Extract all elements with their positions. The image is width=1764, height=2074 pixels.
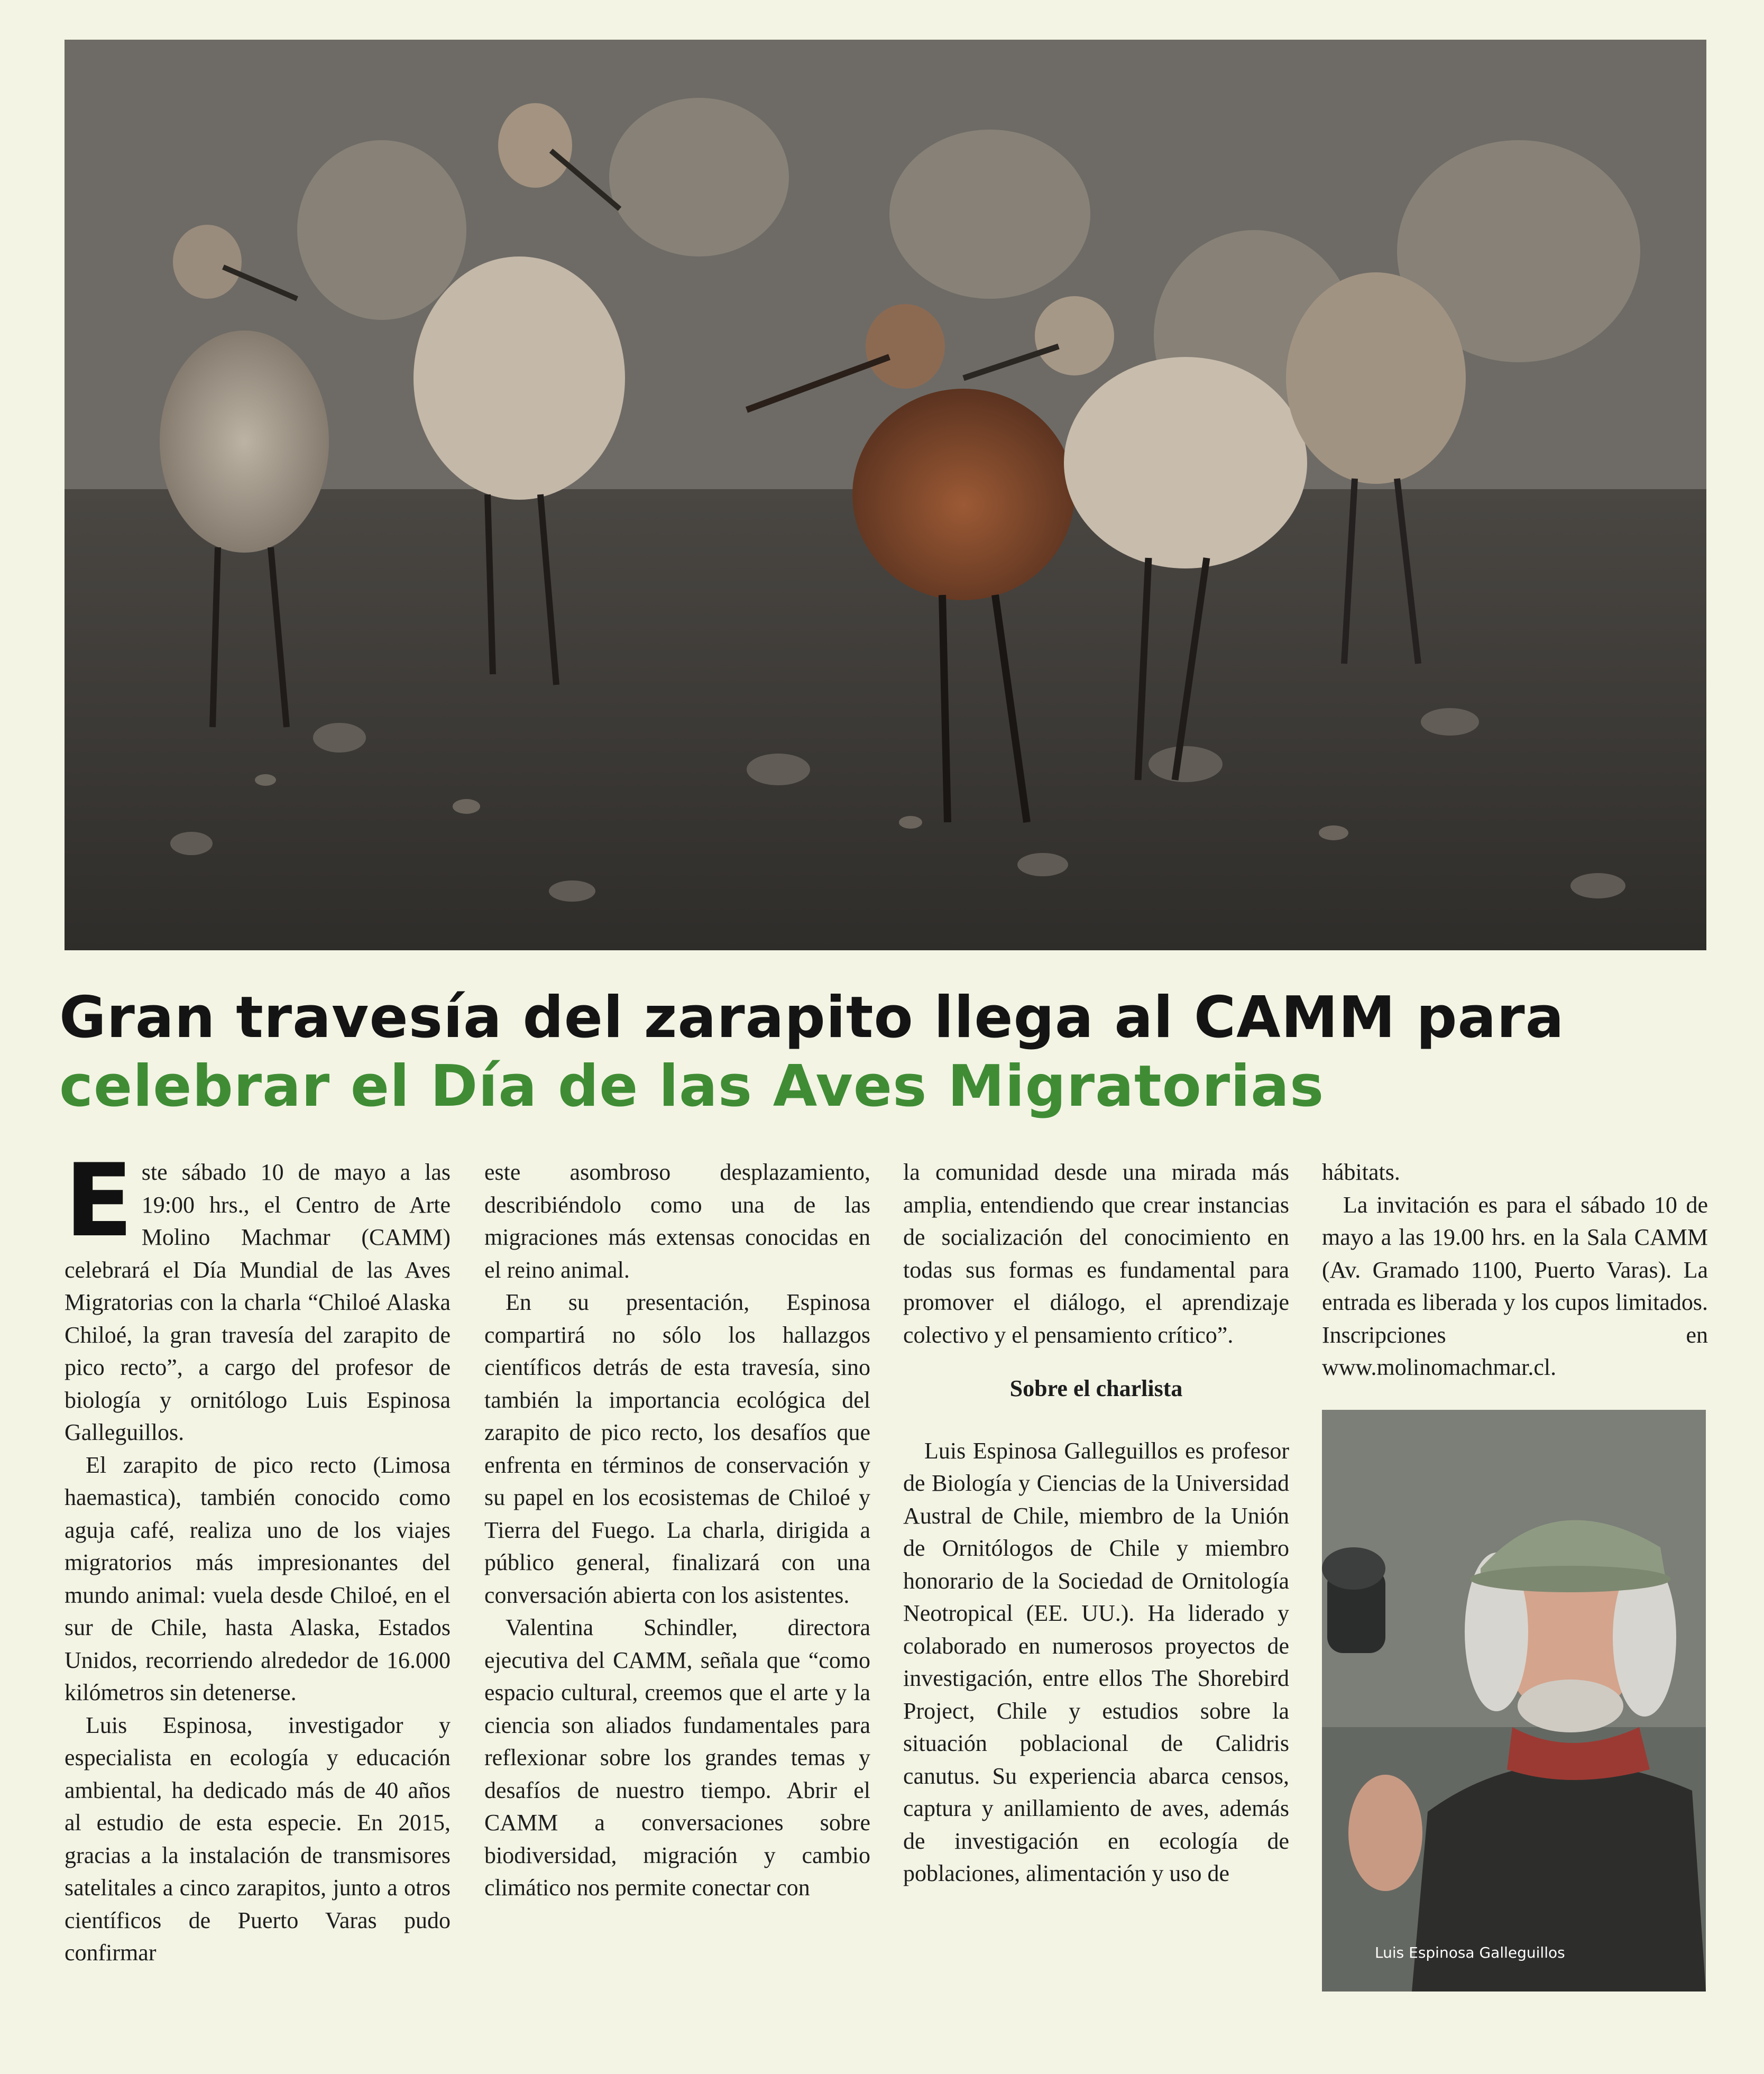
article-paragraph-6: Valentina Schindler, directora ejecutiva del CAMM, señala que “como espacio cultural, creemos que el arte y la ciencia son aliados fundamentales para reflexionar sobre los grandes temas y desafíos de nuestro tiempo. Abrir el CAMM a conversaciones sobre biodiversidad, migración y cambio climático nos permite conectar con [484,1614,870,1901]
article-paragraph-7: la comunidad desde una mirada más amplia, entendiendo que crear instancias de socialización del conocimiento en todas sus formas es fundamental para promover el diálogo, el aprendizaje colectivo y el pensamiento crítico”. [903,1159,1289,1348]
article-paragraph-9: hábitats. [1322,1159,1400,1185]
article-paragraph-4: este asombroso desplazamiento, describiéndolo como una de las migraciones más extensas conocidas en el reino animal. [484,1159,870,1283]
article-paragraph-2: El zarapito de pico recto (Limosa haemastica), también conocido como aguja café, realiza uno de los viajes migratorios más impresionantes del mundo animal: vuela desde Chiloé, en el sur de Chile, hasta Alaska, Estados Unidos, recorriendo alrededor de 16.000 kilómetros sin detenerse. [65,1452,451,1705]
article-column-3 [903,1156,1289,1890]
drop-cap: E [65,1142,133,1259]
article-column-4 [1322,1156,1708,1384]
article-paragraph-3: Luis Espinosa, investigador y especialista en ecología y educación ambiental, ha dedicado más de 40 años al estudio de esta especie. En 2015, gracias a la instalación de transmisores satelitales a cinco zarapitos, junto a otros científicos de Puerto Varas pudo confirmar [65,1712,451,1966]
article-paragraph-5: En su presentación, Espinosa compartirá no sólo los hallazgos científicos detrás de esta travesía, sino también la importancia ecológica del zarapito de pico recto, los desafíos que enfrenta en términos de conservación y su papel en los ecosistemas de Chiloé y Tierra del Fuego. La charla, dirigida a público general, finalizará con una conversación abierta con los asistentes. [484,1289,870,1608]
portrait-caption: Luis Espinosa Galleguillos [1375,1944,1565,1961]
article-paragraph-10: La invitación es para el sábado 10 de mayo a las 19.00 hrs. en la Sala CAMM (Av. Gramado 1100, Puerto Varas). La entrada es liberada y los cupos limitados. Inscripciones en www.molinomachmar.cl. [1322,1191,1708,1380]
article-column-1 [65,1142,451,1969]
paragraph-1-text: ste sábado 10 de mayo a las 19:00 hrs., el Centro de Arte Molino Machmar (CAMM) celebrará el Día Mundial de las Aves Migratorias con la charla “Chiloé Alaska Chiloé, la gran travesía del zarapito de pico recto”, a cargo del profesor de biología y ornitólogo Luis Espinosa Galleguillos. [65,1159,451,1445]
headline [59,984,1714,1121]
shorebird-photo-icon [65,40,1706,950]
section-subhead: Sobre el charlista [1009,1375,1183,1401]
article-paragraph-1 [65,1142,451,1449]
hero-photo [65,40,1706,950]
headline-line-2: celebrar el Día de las Aves Migratorias [59,1053,1325,1119]
portrait-photo [1322,1410,1706,1992]
article-column-2 [484,1156,870,1904]
headline-line-1: Gran travesía del zarapito llega al CAMM para [59,985,1565,1051]
article-paragraph-8: Luis Espinosa Galleguillos es profesor de Biología y Ciencias de la Universidad Austral de Chile, miembro de la Unión de Ornitólogos de Chile y miembro honorario de la Sociedad de Ornitología Neotropical (EE. UU.). Ha liderado y colaborado en numerosos proyectos de investigación, entre ellos The Shorebird Project, Chile y estudios sobre la situación poblacional de Calidris canutus. Su experiencia abarca censos, captura y anillamiento de aves, además de investigación en ecología de poblaciones, alimentación y uso de [903,1437,1289,1886]
portrait-photo-icon [1322,1410,1706,1992]
